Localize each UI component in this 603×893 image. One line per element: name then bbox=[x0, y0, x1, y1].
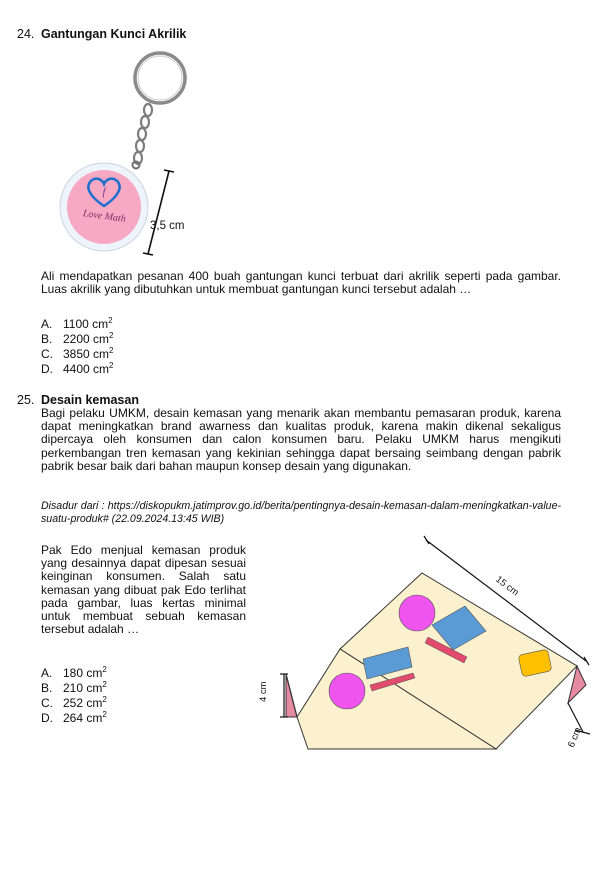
q25-question: Pak Edo menjual kemasan produk yang desainnya dapat dipesan sesuai keinginan konsumen. Salah satu kemasan yang dibuat pak Edo terlihat pada gambar, luas kertas minimal untuk membuat sebuah kemasan tersebut adalah … bbox=[41, 543, 246, 637]
q24-title: Gantungan Kunci Akrilik bbox=[41, 27, 187, 41]
q24-option-c[interactable]: C. 3850 $cm^2$ bbox=[41, 346, 114, 361]
q24-option-b[interactable]: B. 2200 $cm^2$ bbox=[41, 331, 114, 346]
diameter-label: 3,5 cm bbox=[150, 220, 185, 232]
keychain-chain bbox=[134, 104, 152, 164]
q25-number: 25. bbox=[17, 393, 35, 407]
q24-question: Ali mendapatkan pesanan 400 buah gantungan kunci terbuat dari akrilik seperti pada gambar. Luas akrilik yang dibutuhkan untuk membuat gantungan kunci tersebut adalah … bbox=[41, 269, 561, 297]
q24-option-d[interactable]: D. 4400 $cm^2$ bbox=[41, 361, 114, 376]
front-pink-circle bbox=[329, 673, 365, 709]
q25-option-a[interactable]: A. 180 $cm^2$ bbox=[41, 665, 107, 680]
height-label: 4 cm bbox=[258, 681, 269, 702]
side-label: 6 cm bbox=[566, 725, 584, 750]
keychain-letter: f bbox=[102, 187, 106, 198]
q24-number: 24. bbox=[17, 27, 35, 41]
q24-option-a[interactable]: A. 1100 $cm^2$ bbox=[41, 316, 113, 331]
keychain-text: Love Math bbox=[82, 208, 127, 225]
key-ring bbox=[135, 53, 185, 103]
packaging-figure bbox=[250, 535, 595, 750]
q25-option-d[interactable]: D. 264 $cm^2$ bbox=[41, 710, 107, 725]
q25-option-c[interactable]: C. 252 $cm^2$ bbox=[41, 695, 107, 710]
q25-source: Disadur dari : https://diskopukm.jatimprov.go.id/berita/pentingnya-desain-kemasan-dalam-meningkatkan-value-suatu-produk# (22.09.2024.13:45 WIB) bbox=[41, 500, 561, 525]
q25-title: Desain kemasan bbox=[41, 393, 139, 407]
length-label: 15 cm bbox=[493, 574, 521, 599]
q25-option-b[interactable]: B. 210 $cm^2$ bbox=[41, 680, 107, 695]
back-pink-circle bbox=[399, 595, 435, 631]
q25-intro: Bagi pelaku UMKM, desain kemasan yang menarik akan membantu pemasaran produk, karena dapat meningkatkan brand awarness dan kualitas produk, karena makin dikenal sekaligus dipercaya oleh konsumen dan calon konsumen baru. Pelaku UMKM harus mengikuti perkembangan tren kemasan yang kekinian sehingga dapat bersaing seimbang dengan pabrik pabrik besar baik dari bahan maupun konsep desain yang digunakan. bbox=[41, 406, 561, 473]
